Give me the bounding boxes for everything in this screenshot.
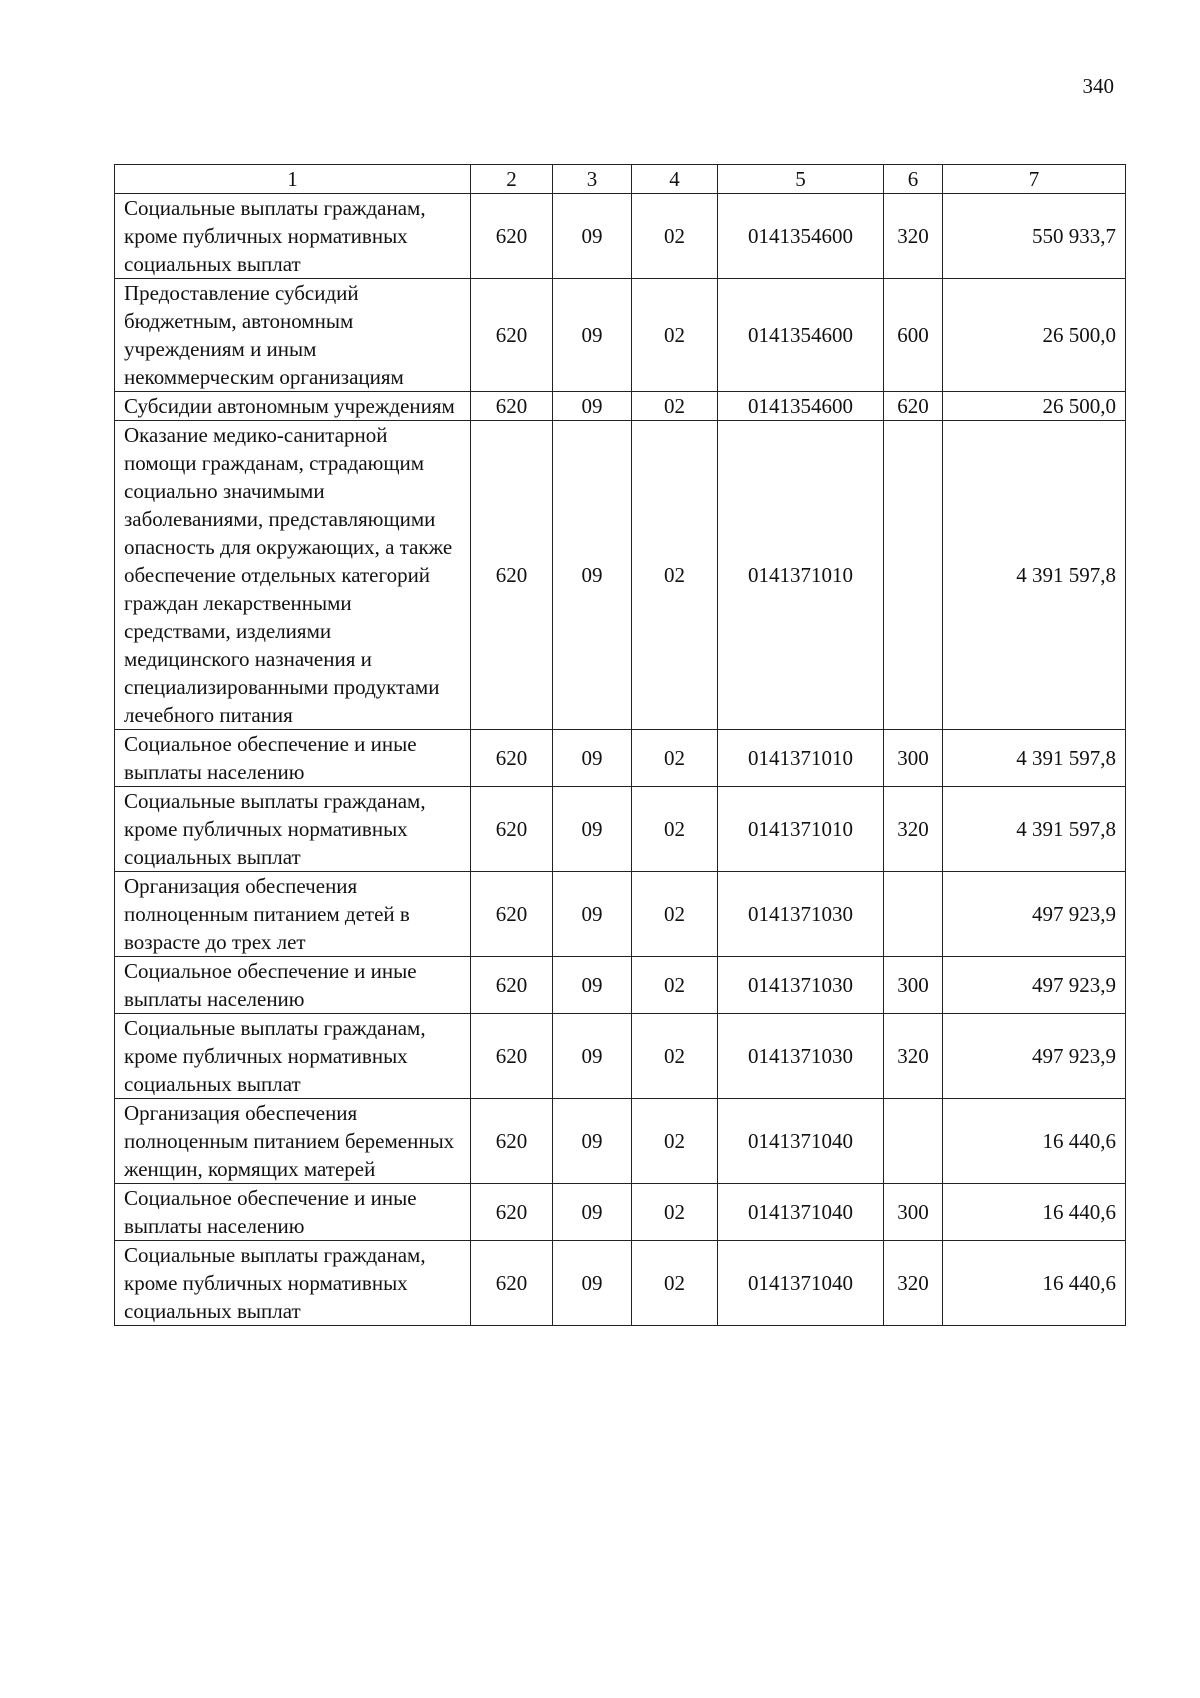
row-expense-type-cell: 320 (884, 787, 943, 872)
row-section-cell: 09 (553, 421, 632, 730)
row-expense-type-cell: 620 (884, 392, 943, 421)
row-name-cell: Организация обеспечения полноценным питанием беременных женщин, кормящих матерей (115, 1099, 471, 1184)
row-section-cell: 09 (553, 872, 632, 957)
row-subsection-cell: 02 (632, 872, 718, 957)
row-expense-type-cell: 320 (884, 1014, 943, 1099)
table-row (115, 957, 1126, 1014)
row-ministry-cell: 620 (471, 1184, 553, 1241)
row-subsection-cell: 02 (632, 730, 718, 787)
row-amount-cell: 4 391 597,8 (943, 730, 1126, 787)
table-row (115, 194, 1126, 279)
row-subsection-cell: 02 (632, 787, 718, 872)
row-ministry-cell: 620 (471, 1099, 553, 1184)
row-amount-cell: 16 440,6 (943, 1184, 1126, 1241)
row-expense-type-cell: 300 (884, 730, 943, 787)
row-subsection-cell: 02 (632, 194, 718, 279)
row-amount-cell: 497 923,9 (943, 1014, 1126, 1099)
table-row (115, 1241, 1126, 1326)
row-section-cell: 09 (553, 787, 632, 872)
table-header (115, 165, 1126, 194)
row-ministry-cell: 620 (471, 872, 553, 957)
row-section-cell: 09 (553, 279, 632, 392)
row-name-cell: Социальные выплаты гражданам, кроме публичных нормативных социальных выплат (115, 787, 471, 872)
row-expense-type-cell (884, 421, 943, 730)
table-row (115, 787, 1126, 872)
row-amount-cell: 26 500,0 (943, 392, 1126, 421)
row-ministry-cell: 620 (471, 730, 553, 787)
row-expense-type-cell (884, 1099, 943, 1184)
row-ministry-cell: 620 (471, 279, 553, 392)
row-target-cell: 0141371030 (718, 1014, 884, 1099)
header-col-2: 2 (471, 165, 553, 194)
row-target-cell: 0141371010 (718, 421, 884, 730)
row-amount-cell: 497 923,9 (943, 957, 1126, 1014)
row-section-cell: 09 (553, 392, 632, 421)
row-ministry-cell: 620 (471, 1241, 553, 1326)
row-name-cell: Социальное обеспечение и иные выплаты населению (115, 957, 471, 1014)
row-subsection-cell: 02 (632, 421, 718, 730)
row-amount-cell: 16 440,6 (943, 1241, 1126, 1326)
row-target-cell: 0141371010 (718, 787, 884, 872)
row-target-cell: 0141371040 (718, 1099, 884, 1184)
row-ministry-cell: 620 (471, 194, 553, 279)
row-expense-type-cell (884, 872, 943, 957)
row-name-cell: Социальное обеспечение и иные выплаты населению (115, 1184, 471, 1241)
row-target-cell: 0141354600 (718, 279, 884, 392)
row-target-cell: 0141371010 (718, 730, 884, 787)
row-name-cell: Организация обеспечения полноценным питанием детей в возрасте до трех лет (115, 872, 471, 957)
row-subsection-cell: 02 (632, 1014, 718, 1099)
row-name-cell: Социальное обеспечение и иные выплаты населению (115, 730, 471, 787)
row-amount-cell: 550 933,7 (943, 194, 1126, 279)
row-subsection-cell: 02 (632, 957, 718, 1014)
row-expense-type-cell: 320 (884, 194, 943, 279)
row-target-cell: 0141371030 (718, 957, 884, 1014)
table-row (115, 392, 1126, 421)
row-expense-type-cell: 320 (884, 1241, 943, 1326)
row-subsection-cell: 02 (632, 1099, 718, 1184)
row-name-cell: Социальные выплаты гражданам, кроме публичных нормативных социальных выплат (115, 194, 471, 279)
row-amount-cell: 497 923,9 (943, 872, 1126, 957)
row-target-cell: 0141371040 (718, 1241, 884, 1326)
row-target-cell: 0141354600 (718, 194, 884, 279)
row-target-cell: 0141371040 (718, 1184, 884, 1241)
row-amount-cell: 26 500,0 (943, 279, 1126, 392)
row-ministry-cell: 620 (471, 392, 553, 421)
row-expense-type-cell: 600 (884, 279, 943, 392)
row-name-cell: Социальные выплаты гражданам, кроме публичных нормативных социальных выплат (115, 1014, 471, 1099)
row-section-cell: 09 (553, 730, 632, 787)
budget-table (114, 164, 1126, 1326)
row-name-cell: Социальные выплаты гражданам, кроме публичных нормативных социальных выплат (115, 1241, 471, 1326)
row-ministry-cell: 620 (471, 957, 553, 1014)
row-section-cell: 09 (553, 1099, 632, 1184)
row-subsection-cell: 02 (632, 279, 718, 392)
row-name-cell: Субсидии автономным учреждениям (115, 392, 471, 421)
row-ministry-cell: 620 (471, 1014, 553, 1099)
row-section-cell: 09 (553, 1184, 632, 1241)
table-body (115, 194, 1126, 1326)
table-row (115, 872, 1126, 957)
row-section-cell: 09 (553, 194, 632, 279)
header-col-6: 6 (884, 165, 943, 194)
header-col-1: 1 (115, 165, 471, 194)
row-expense-type-cell: 300 (884, 957, 943, 1014)
header-row (115, 165, 1126, 194)
row-section-cell: 09 (553, 1014, 632, 1099)
row-amount-cell: 4 391 597,8 (943, 421, 1126, 730)
row-subsection-cell: 02 (632, 392, 718, 421)
row-target-cell: 0141371030 (718, 872, 884, 957)
table-row (115, 1014, 1126, 1099)
header-col-5: 5 (718, 165, 884, 194)
row-name-cell: Оказание медико-санитарной помощи гражданам, страдающим социально значимыми заболеваниями, представляющими опасность для окружающих, а также обеспечение отдельных категорий граждан лекарственными средствами, изделиями медицинского назначения и специализированными продуктами лечебного питания (115, 421, 471, 730)
table-row (115, 1184, 1126, 1241)
table-row (115, 730, 1126, 787)
row-ministry-cell: 620 (471, 421, 553, 730)
row-expense-type-cell: 300 (884, 1184, 943, 1241)
row-section-cell: 09 (553, 957, 632, 1014)
row-target-cell: 0141354600 (718, 392, 884, 421)
row-section-cell: 09 (553, 1241, 632, 1326)
row-amount-cell: 16 440,6 (943, 1099, 1126, 1184)
table-row (115, 421, 1126, 730)
header-col-3: 3 (553, 165, 632, 194)
row-subsection-cell: 02 (632, 1241, 718, 1326)
row-subsection-cell: 02 (632, 1184, 718, 1241)
header-col-4: 4 (632, 165, 718, 194)
row-ministry-cell: 620 (471, 787, 553, 872)
row-name-cell: Предоставление субсидий бюджетным, автономным учреждениям и иным некоммерческим организациям (115, 279, 471, 392)
page-number: 340 (1082, 74, 1114, 98)
table-row (115, 1099, 1126, 1184)
header-col-7: 7 (943, 165, 1126, 194)
row-amount-cell: 4 391 597,8 (943, 787, 1126, 872)
table-row (115, 279, 1126, 392)
